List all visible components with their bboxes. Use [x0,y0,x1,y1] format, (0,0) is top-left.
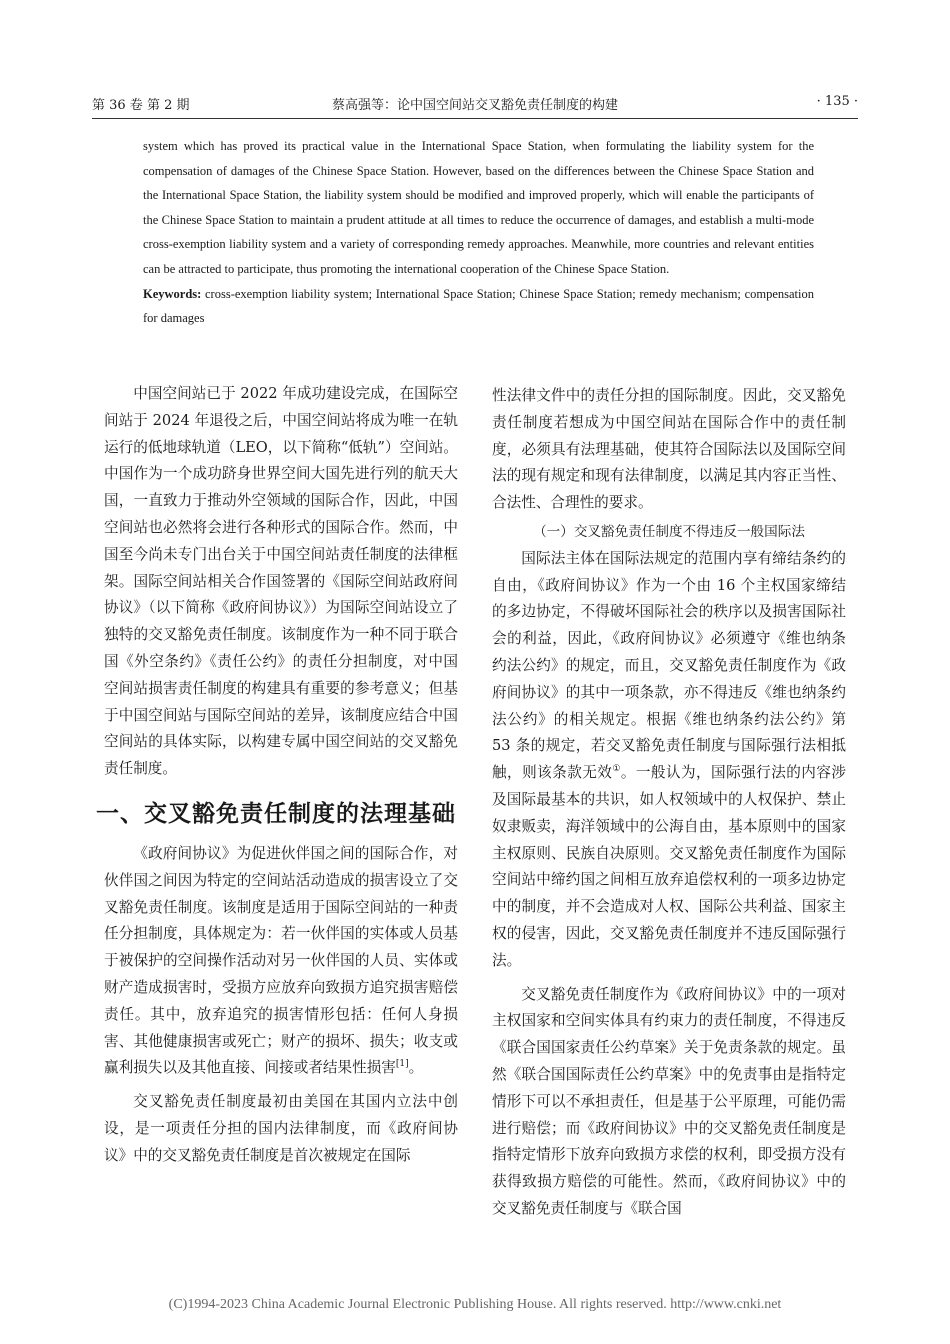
body-paragraph-continued: 性法律文件中的责任分担的国际制度。因此，交叉豁免责任制度若想成为中国空间站在国际合作中的责任制度，必须具有法理基础，使其符合国际法以及国际空间法的现有规定和现有法律制度，以满足其内容正当性、合法性、合理性的要求。 [492,387,846,512]
right-column [492,383,846,1223]
intro-paragraph: 中国空间站已于 2022 年成功建设完成，在国际空间站于 2024 年退役之后，中国空间站将成为唯一在轨运行的低地球轨道（LEO，以下简称“低轨”）空间站。中国作为一个成功跻身世界空间大国先进行列的航天大国，一直致力于推动外空领域的国际合作，因此，中国空间站也必然将会进行各种形式的国际合作。然而，中国至今尚未专门出台关于中国空间站责任制度的法律框架。国际空间站相关合作国签署的《国际空间站政府间协议》（以下简称《政府间协议》）为国际空间站设立了独特的交叉豁免责任制度。该制度作为一种不同于联合国《外空条约》《责任公约》的责任分担制度，对中国空间站损害责任制度的构建具有重要的参考意义；但基于中国空间站与国际空间站的差异，该制度应结合中国空间站的具体实际，以构建专属中国空间站的交叉豁免责任制度。 [104,385,458,778]
keywords-line [143,282,814,331]
keywords-label: Keywords: [143,286,202,301]
running-title: 蔡高强等：论中国空间站交叉豁免责任制度的构建 [331,98,618,113]
abstract-text: system which has proved its practical value in the International Space Station, when formulating the liability system for the compensation of damages of the Chinese Space Station. However, based on the differences between the Chinese Space Station and the International Space Station, the liability system should be modified and improved properly, which will enable the participants of the Chinese Space Station to maintain a prudent attitude at all times to reduce the occurrence of damages, and establish a multi-mode cross-exemption liability system and a variety of corresponding remedy approaches. Meanwhile, more countries and relevant entities can be attracted to participate, thus promoting the international cooperation of the Chinese Space Station. [143,139,814,276]
paragraph-end: 。 [408,1059,424,1077]
english-abstract [143,134,814,331]
body-paragraph [492,546,846,975]
footnote-marker: ① [612,764,621,775]
body-paragraph [104,841,458,1082]
paragraph-text: 《政府间协议》为促进伙伴国之间的国际合作，对伙伴国之间因为特定的空间站活动造成的损害设立了交叉豁免责任制度。该制度是适用于国际空间站的一种责任分担制度，具体规定为：若一伙伴国的实体或人员基于被保护的空间操作活动对另一伙伴国的人员、实体或财产造成损害时，受损方应放弃向致损方追究损害赔偿责任。其中，放弃追究的损害情形包括：任何人身损害、其他健康损害或死亡；财产的损坏、损失；收支或赢利损失以及其他直接、间接或者结果性损害 [104,844,458,1077]
left-column [96,381,458,1170]
paragraph-text: 国际法主体在国际法规定的范围内享有缔结条约的自由，《政府间协议》作为一个由 16 个主权国家缔结的多边协定，不得破坏国际社会的秩序以及损害国际社会的利益，因此，《政府间协议》必须遵守《维也纳条约法公约》的规定，而且，交叉豁免责任制度作为《政府间协议》的其中一项条款，亦不得违反《维也纳条约法公约》的相关规定。根据《维也纳条约法公约》第 53 条的规定，若交叉豁免责任制度与国际强行法相抵触，则该条款无效 [492,549,846,782]
subsection-title: （一）交叉豁免责任制度不得违反一般国际法 [533,523,805,540]
keywords-text: cross-exemption liability system; International Space Station; Chinese Space Station; remedy mechanism; compensation for damages [143,286,814,326]
body-paragraph: 交叉豁免责任制度作为《政府间协议》中的一项对主权国家和空间实体具有约束力的责任制度，不得违反《联合国国家责任公约草案》关于免责条款的规定。虽然《联合国国际责任公约草案》中的免责事由是指特定情形下可以不承担责任，但是基于公平原理，可能仍需进行赔偿；而《政府间协议》中的交叉豁免责任制度是指特定情形下放弃向致损方求偿的权利，即受损方没有获得致损方赔偿的可能性。然而，《政府间协议》中的交叉豁免责任制度与《联合国 [492,985,846,1217]
page-number: · 135 · [816,94,858,109]
citation-ref: [1] [395,1059,409,1070]
body-paragraph: 交叉豁免责任制度最初由美国在其国内立法中创设，是一项责任分担的国内法律制度，而《政府间协议》中的交叉豁免责任制度是首次被规定在国际 [104,1093,458,1164]
paragraph-text-rest: 。一般认为，国际强行法的内容涉及国际最基本的共识，如人权领域中的人权保护、禁止奴隶贩卖，海洋领域中的公海自由，基本原则中的国家主权原则、民族自决原则。交叉豁免责任制度作为国际空间站中缔约国之间相互放弃追偿权利的一项多边协定中的制度，并不会造成对人权、国际公共利益、国家主权的侵害，因此，交叉豁免责任制度并不违反国际强行法。 [492,764,846,969]
volume-issue: 第 36 卷 第 2 期 [92,98,190,113]
running-header [92,94,858,114]
copyright-footer: (C)1994-2023 China Academic Journal Electronic Publishing House. All rights reserved. http://www.cnki.net [168,1297,782,1312]
section-title: 一、交叉豁免责任制度的法理基础 [96,799,456,827]
header-rule [92,118,858,119]
